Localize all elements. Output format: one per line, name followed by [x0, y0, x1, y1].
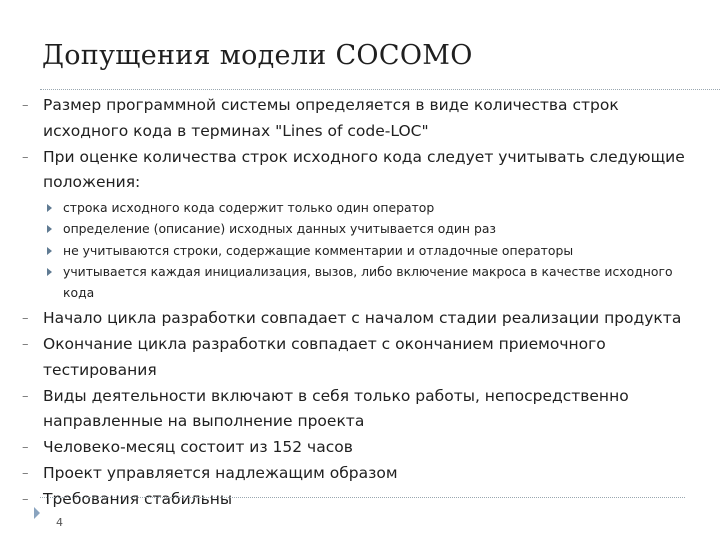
dash-bullet-icon: –	[22, 440, 29, 456]
list-item	[0, 93, 720, 145]
slide-content	[0, 93, 720, 513]
list-item	[0, 306, 720, 332]
list-item	[0, 384, 720, 436]
list-item	[0, 435, 720, 461]
list-item-text: Человеко-месяц состоит из 152 часов	[43, 438, 353, 457]
slide-title: Допущения модели COCOMO	[42, 40, 473, 71]
list-item-text: Начало цикла разработки совпадает с началом стадии реализации продукта	[43, 309, 682, 328]
footer-divider	[40, 497, 685, 498]
list-item	[0, 487, 720, 513]
triangle-bullet-icon	[47, 204, 52, 212]
dash-bullet-icon: –	[22, 337, 29, 352]
list-item	[0, 461, 720, 487]
triangle-bullet-icon	[47, 247, 52, 255]
sub-list-item-text: строка исходного кода содержит только один оператор	[63, 200, 435, 216]
sub-list-item	[0, 197, 720, 218]
sub-list-item-text: не учитываются строки, содержащие комментарии и отладочные операторы	[63, 242, 574, 258]
list-item-text: Окончание цикла разработки совпадает с окончанием приемочного тестирования	[43, 335, 606, 379]
dash-bullet-icon: –	[22, 98, 29, 113]
triangle-bullet-icon	[47, 225, 52, 233]
sub-list-item	[0, 218, 720, 239]
sub-list-item-text: учитывается каждая инициализация, вызов, либо включение макроса в качестве исходного кода	[63, 263, 673, 300]
dash-bullet-icon: –	[22, 149, 29, 165]
sub-list-item	[0, 240, 720, 261]
list-item-text: При оценке количества строк исходного кода следует учитывать следующие положения:	[43, 147, 685, 192]
list-item	[0, 145, 720, 197]
list-item-text: Проект управляется надлежащим образом	[43, 463, 398, 482]
dash-bullet-icon: –	[22, 465, 29, 481]
dash-bullet-icon: –	[22, 388, 29, 404]
list-item-text: Виды деятельности включают в себя только работы, непосредственно направленные на выполнение проекта	[43, 386, 629, 431]
footer-arrow-icon	[34, 507, 40, 519]
title-divider	[40, 89, 720, 90]
sub-list-item	[0, 261, 720, 303]
list-item-text: Размер программной системы определяется в виде количества строк исходного кода в терминах "Lines of code-LOC"	[43, 96, 619, 140]
dash-bullet-icon: –	[22, 491, 29, 507]
sub-list-item-text: определение (описание) исходных данных учитывается один раз	[63, 221, 496, 237]
page-number: 4	[56, 516, 63, 529]
list-item	[0, 332, 720, 384]
list-item-text: Требования стабильны	[43, 489, 233, 508]
sub-list	[0, 197, 720, 303]
dash-bullet-icon: –	[22, 311, 29, 327]
triangle-bullet-icon	[47, 268, 52, 276]
